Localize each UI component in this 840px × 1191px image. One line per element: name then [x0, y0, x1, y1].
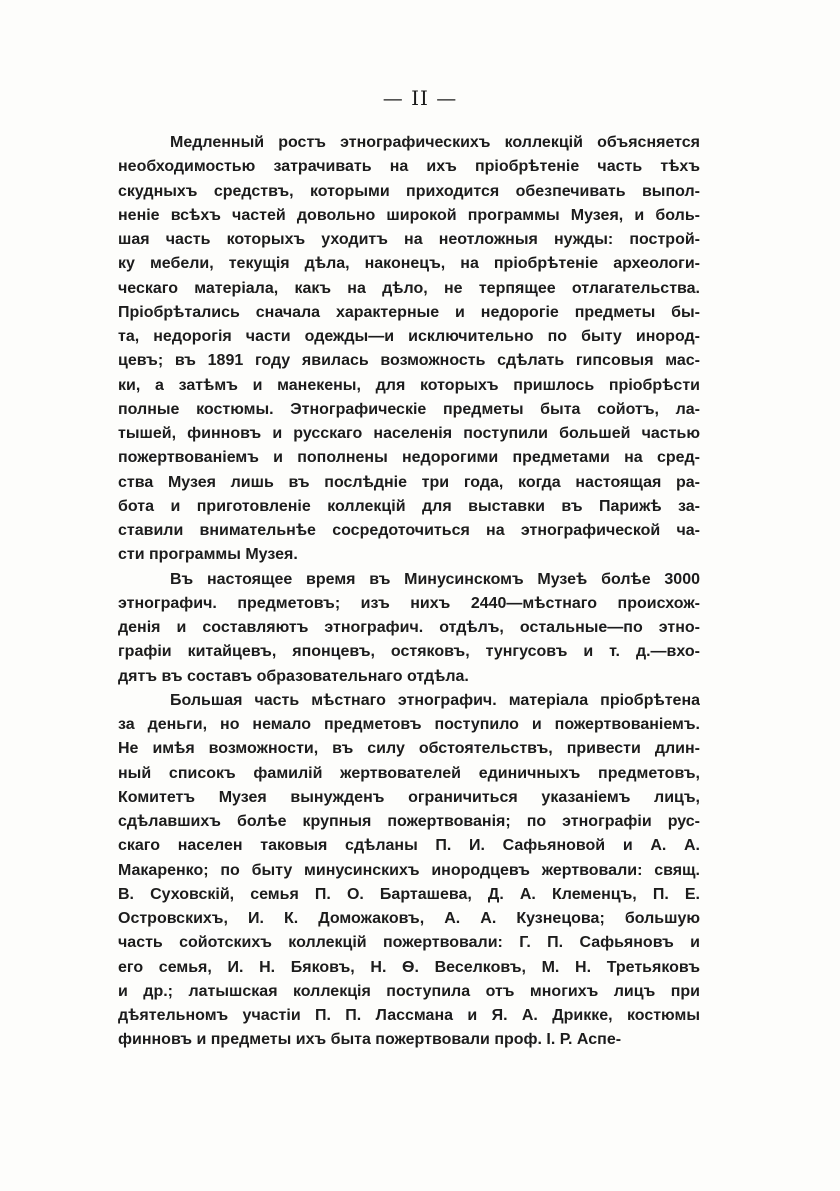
body-text — [118, 131, 700, 1053]
text-line: сти программы Музея. — [118, 546, 298, 564]
text-line: скудныхъ средствъ, которыми приходится обезпечивать выпол- — [118, 182, 700, 200]
text-line: дятъ въ составъ образовательнаго отдѣла. — [118, 667, 469, 685]
page-number: — II — — [382, 86, 458, 110]
text-line: ства Музея лишь въ послѣдніе три года, когда настоящая ра- — [118, 473, 700, 491]
text-line: та, недорогія части одежды—и исключительно по быту инород- — [118, 328, 700, 345]
paragraph — [118, 568, 700, 689]
text-line: ку мебели, текущія дѣла, наконецъ, на пріобрѣтеніе археологи- — [118, 255, 700, 273]
text-line: неніе всѣхъ частей довольно широкой программы Музея, и боль- — [118, 206, 700, 224]
text-line: полные костюмы. Этнографическіе предметы быта сойотъ, ла- — [118, 400, 700, 418]
text-line: часть сойотскихъ коллекцій пожертвовали: Г. П. Сафьяновъ и — [118, 934, 700, 952]
text-line: Макаренко; по быту минусинскихъ инородцевъ жертвовали: свящ. — [118, 861, 700, 879]
text-line: цевъ; въ 1891 году явилась возможность сдѣлать гипсовыя мас- — [118, 352, 700, 370]
paragraph — [118, 689, 700, 1053]
text-line: ный списокъ фамилій жертвователей единичныхъ предметовъ, — [118, 764, 700, 782]
text-line: дѣятельномъ участіи П. П. Лассмана и Я. А. Дрикке, костюмы — [118, 1007, 700, 1024]
text-line: и др.; латышская коллекція поступила отъ многихъ лицъ при — [118, 982, 700, 1000]
text-line: Пріобрѣтались сначала характерные и недорогіе предметы бы- — [118, 303, 700, 321]
text-line: ки, а затѣмъ и манекены, для которыхъ пришлось пріобрѣсти — [118, 376, 700, 394]
text-line: необходимостью затрачивать на ихъ пріобрѣтеніе часть тѣхъ — [118, 158, 700, 176]
text-line: Въ настоящее время въ Минусинскомъ Музеѣ болѣе 3000 — [170, 570, 700, 588]
text-line: Медленный ростъ этнографическихъ коллекцій объясняется — [170, 134, 700, 151]
text-line: сдѣлавшихъ болѣе крупныя пожертвованія; по этнографіи рус- — [118, 813, 700, 830]
text-line: шая часть которыхъ уходитъ на неотложныя нужды: построй- — [118, 231, 700, 248]
text-line: графіи китайцевъ, японцевъ, остяковъ, тунгусовъ и т. д.—вхо- — [118, 643, 700, 661]
paragraph — [118, 131, 700, 568]
text-line: ставили внимательнѣе сосредоточиться на этнографической ча- — [118, 522, 700, 539]
text-line: скаго населен таковыя сдѣланы П. И. Сафьяновой и А. А. — [118, 837, 700, 855]
text-line: В. Суховскій, семья П. О. Барташева, Д. А. Клеменцъ, П. Е. — [118, 885, 700, 903]
text-line: пожертвованіемъ и пополнены недорогими предметами на сред- — [118, 449, 700, 467]
text-line: Большая часть мѣстнаго этнографич. матеріала пріобрѣтена — [170, 691, 700, 709]
text-line: денія и составляютъ этнографич. отдѣлъ, остальные—по этно- — [118, 619, 700, 636]
text-line: тышей, финновъ и русскаго населенія поступили большей частью — [118, 425, 700, 442]
text-line: за деньги, но немало предметовъ поступило и пожертвованіемъ. — [118, 716, 700, 733]
text-line: этнографич. предметовъ; изъ нихъ 2440—мѣстнаго происхож- — [118, 594, 700, 612]
text-line: ческаго матеріала, какъ на дѣло, не терпящее отлагательства. — [118, 279, 700, 297]
text-line: Островскихъ, И. К. Доможаковъ, А. А. Кузнецова; большую — [118, 910, 700, 927]
text-line: бота и приготовленіе коллекцій для выставки въ Парижѣ за- — [118, 497, 700, 515]
text-line: финновъ и предметы ихъ быта пожертвовали проф. І. Р. Аспе- — [118, 1031, 622, 1049]
text-line: Комитетъ Музея вынужденъ ограничиться указаніемъ лицъ, — [118, 788, 700, 806]
text-line: его семья, И. Н. Бяковъ, Н. Ѳ. Веселковъ, М. Н. Третьяковъ — [118, 958, 700, 976]
text-line: Не имѣя возможности, въ силу обстоятельствъ, привести длин- — [118, 740, 700, 758]
